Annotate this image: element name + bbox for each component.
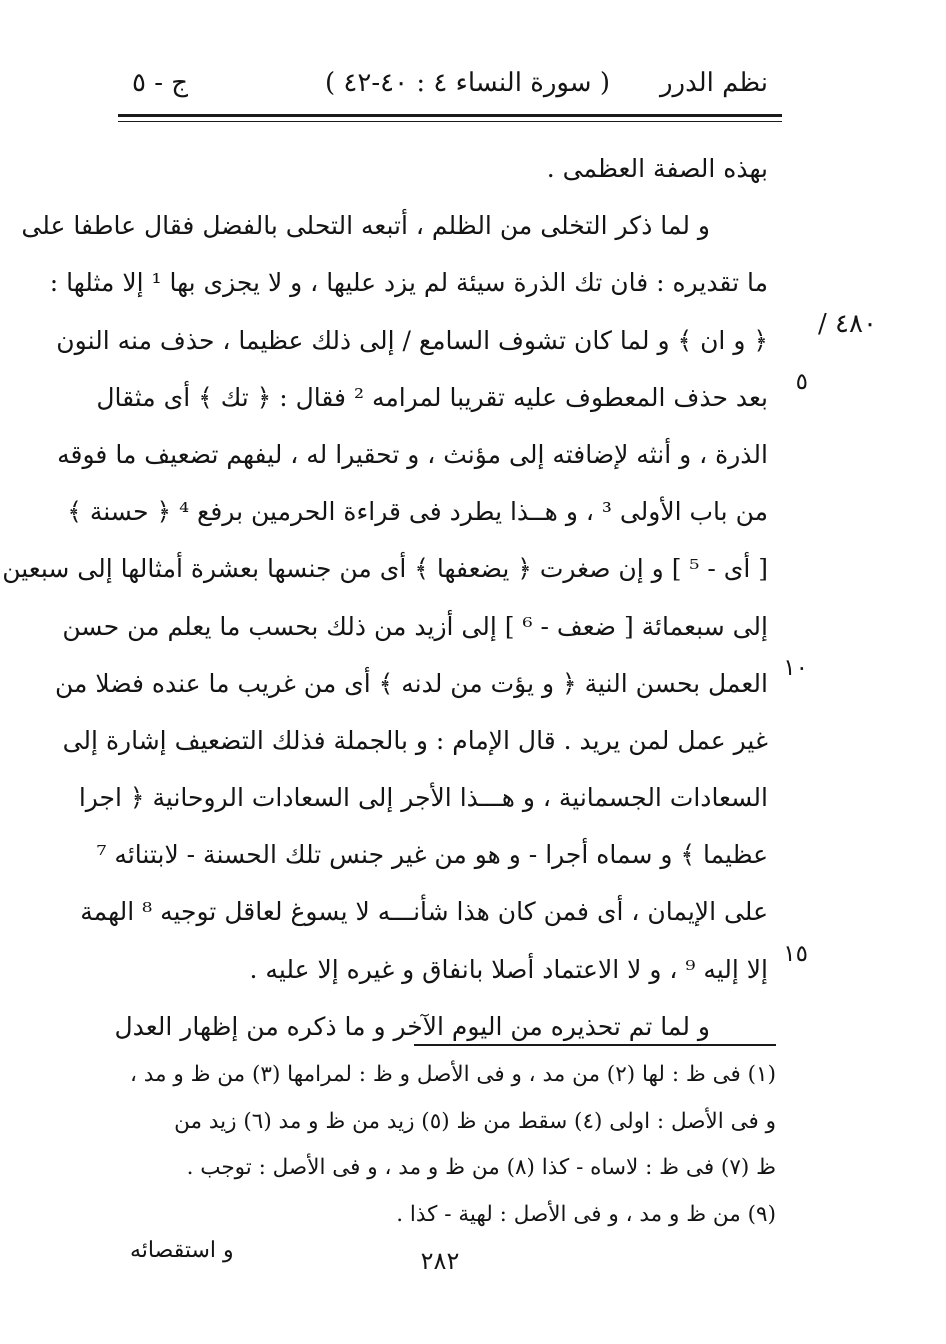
main-text-block <box>2 140 768 1055</box>
text-line: العمل بحسن النية ﴿ و يؤت من لدنه ﴾ أى من غريب ما عنده فضلا من <box>55 668 768 698</box>
footnote-line: (١) فى ظ : لها (٢) من مد ، و فى الأصل و ظ : لمرامها (٣) من ظ و مد ، <box>129 1062 776 1087</box>
text-line: و لما ذكر التخلى من الظلم ، أتبعه التحلى بالفضل فقال عاطفا على <box>21 211 710 241</box>
text-line: غير عمل لمن يريد . قال الإمام : و بالجملة فذلك التضعيف إشارة إلى <box>62 725 768 755</box>
text-line: و لما تم تحذيره من اليوم الآخر و ما ذكره من إظهار العدل <box>114 1011 710 1041</box>
page-number: ٢٨٢ <box>420 1247 460 1275</box>
text-line: السعادات الجسمانية ، و هـــذا الأجر إلى السعادات الروحانية ﴿ اجرا <box>78 783 768 813</box>
margin-folio-reference: ٤٨٠ / <box>818 309 877 339</box>
header-rule-thin <box>118 121 782 122</box>
text-line: ما تقديره : فان تك الذرة سيئة لم يزد عليها ، و لا يجزى بها ¹ إلا مثلها : <box>49 268 768 298</box>
line-number: ١٥ <box>783 941 808 967</box>
text-line: إلى سبعمائة [ ضعف - ⁶ ] إلى أزيد من ذلك بحسب ما يعلم من حسن <box>62 611 768 641</box>
text-line: إلا إليه ⁹ ، و لا الاعتماد أصلا بانفاق و غيره إلا عليه . <box>249 954 768 984</box>
footnotes-block <box>118 1052 776 1238</box>
footnote-line: ظ (٧) فى ظ : لاساه - كذا (٨) من ظ و مد ، و فى الأصل : توجب . <box>186 1155 776 1180</box>
running-header-surah-reference: ( سورة النساء ٤ : ٤٠-٤٢ ) <box>324 68 610 98</box>
text-line: على الإيمان ، أى فمن كان هذا شأنـــه لا يسوغ لعاقل توجيه ⁸ الهمة <box>80 897 768 927</box>
footnote-separator-rule <box>414 1044 776 1046</box>
catchword: و استقصائه <box>130 1238 234 1263</box>
footnote-line: (٩) من ظ و مد ، و فى الأصل : لهية - كذا . <box>396 1201 776 1227</box>
text-line: بعد حذف المعطوف عليه تقريبا لمرامه ² فقال : ﴿ تك ﴾ أى مثقال <box>96 382 768 412</box>
text-line: عظيما ﴾ و سماه أجرا - و هو من غير جنس تلك الحسنة - لابتنائه ⁷ <box>96 840 768 870</box>
text-line: من باب الأولى ³ ، و هــذا يطرد فى قراءة الحرمين برفع ⁴ ﴿ حسنة ﴾ <box>67 497 768 527</box>
text-line: ﴿ و ان ﴾ و لما كان تشوف السامع / إلى ذلك عظيما ، حذف منه النون <box>56 325 768 355</box>
running-header-book-title: نظم الدرر <box>659 68 768 98</box>
text-line: [ أى - ⁵ ] و إن صغرت ﴿ يضعفها ﴾ أى من جنسها بعشرة أمثالها إلى سبعين <box>2 554 768 584</box>
text-line: بهذه الصفة العظمى . <box>546 154 768 183</box>
line-number: ١٠ <box>783 655 808 681</box>
footnote-line: و فى الأصل : اولى (٤) سقط من ظ (٥) زيد من ظ و مد (٦) زيد من <box>174 1108 776 1134</box>
line-number: ٥ <box>795 369 808 395</box>
header-rule-thick <box>118 114 782 117</box>
running-header-volume: ج - ٥ <box>132 68 189 98</box>
text-line: الذرة ، و أنثه لإضافته إلى مؤنث ، و تحقيرا له ، ليفهم تضعيف ما فوقه <box>57 439 768 469</box>
